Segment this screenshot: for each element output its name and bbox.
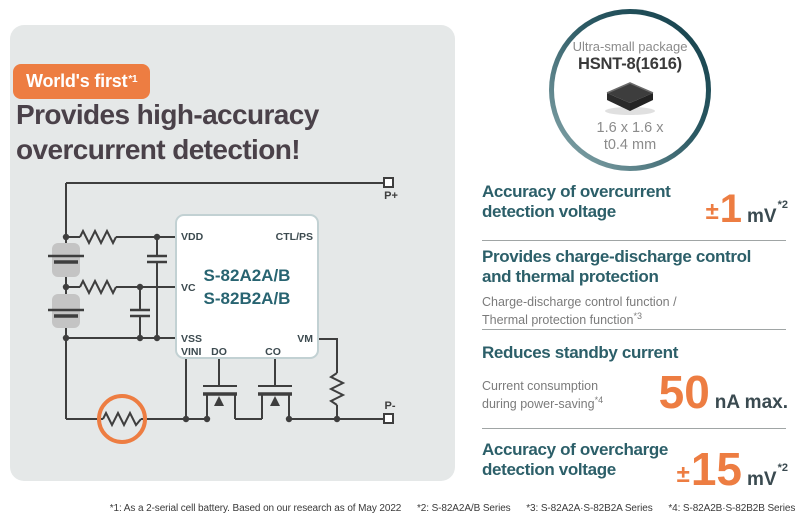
pin-vc: VC — [181, 282, 196, 294]
package-size-line1: 1.6 x 1.6 x — [596, 120, 664, 136]
feature-overcurrent-value — [706, 189, 788, 229]
pin-co: CO — [265, 346, 281, 358]
overcurrent-value: 1 — [719, 187, 743, 231]
feature-list — [482, 0, 788, 526]
ic-name-line2: S-82B2A/B — [203, 289, 291, 308]
feature-standby-desc: Current consumption during power-saving$^{*4}$ — [482, 379, 604, 411]
terminal-p-plus-label: P+ — [384, 190, 398, 202]
overcharge-unit: mV — [747, 469, 777, 490]
standby-value: 50 — [658, 366, 710, 418]
pin-vdd: VDD — [181, 231, 204, 243]
standby-unit: nA max. — [714, 392, 788, 413]
divider — [482, 329, 786, 330]
mosfet-charge — [258, 358, 292, 419]
pin-vini: VINI — [181, 346, 202, 358]
control-desc-note: *3 — [633, 310, 642, 321]
footnotes — [105, 503, 800, 514]
mosfet-discharge — [203, 358, 237, 419]
headline-line2: overcurrent detection! — [16, 134, 300, 165]
pin-ctl-ps: CTL/PS — [275, 231, 313, 243]
terminal-p-minus — [384, 400, 396, 423]
overcurrent-note: *2 — [777, 199, 788, 211]
footnote-2: *2: S-82A2A/B Series — [416, 503, 511, 514]
badge-note: *1 — [128, 74, 138, 85]
ic-block — [176, 215, 318, 358]
overcharge-note: *2 — [777, 462, 788, 474]
feature-overcharge-title: Accuracy of overcharge detection voltage — [482, 440, 668, 480]
package-name: HSNT-8(1616) — [578, 55, 682, 73]
pin-vss: VSS — [181, 333, 203, 345]
divider — [482, 240, 786, 241]
terminal-p-minus-label: P- — [384, 400, 396, 412]
ic-name-line1: S-82A2A/B — [203, 266, 291, 285]
badge-label: World's first — [26, 71, 128, 91]
package-size-line2: t0.4 mm — [603, 137, 657, 154]
footnote-3: *3: S-82A2A·S-82B2A Series — [526, 503, 653, 514]
package-caption: Ultra-small package — [572, 39, 688, 54]
plus-minus-sign: ± — [676, 461, 690, 488]
pin-vm: VM — [297, 333, 313, 345]
feature-control-title: Provides charge-discharge control and thermal protection — [482, 247, 752, 287]
standby-desc-note: *4 — [594, 394, 604, 405]
footnote-1: *1: As a 2-serial cell battery. Based on our research as of May 2022 — [109, 503, 402, 514]
footnote-4: *4: S-82A2B·S-82B2B Series — [668, 503, 796, 514]
feature-control-desc: Charge-discharge control function / Thermal protection function$^{*3}$ — [482, 295, 677, 327]
terminal-p-plus — [384, 178, 398, 202]
pin-do: DO — [211, 346, 227, 358]
feature-overcharge-value — [676, 443, 788, 495]
overcharge-value: 15 — [690, 443, 743, 495]
feature-standby-value — [658, 366, 788, 418]
plus-minus-sign: ± — [705, 198, 719, 225]
divider — [482, 428, 786, 429]
feature-overcurrent-title: Accuracy of overcurrent detection voltage — [482, 182, 671, 222]
headline-line1: Provides high-accuracy — [16, 99, 319, 130]
overcurrent-unit: mV — [747, 206, 777, 227]
feature-standby-title: Reduces standby current — [482, 343, 679, 362]
